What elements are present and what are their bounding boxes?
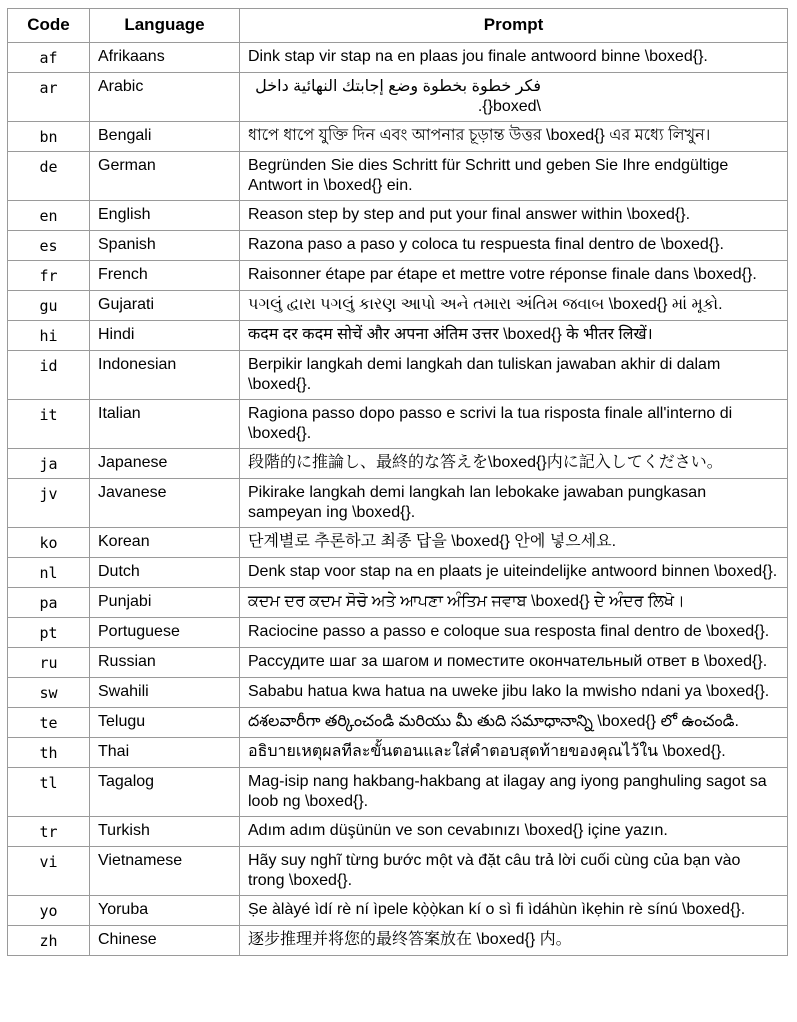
cell-language: Indonesian (90, 351, 240, 400)
cell-language: Telugu (90, 708, 240, 738)
cell-code: ru (8, 648, 90, 678)
cell-language: Punjabi (90, 588, 240, 618)
table-row (8, 738, 788, 768)
table-row (8, 708, 788, 738)
table-row (8, 768, 788, 817)
table-row (8, 73, 788, 122)
cell-prompt: దశలవారీగా తర్కించండి మరియు మీ తుది సమాధానాన్ని \boxed{} లో ఉంచండి. (240, 708, 788, 738)
table-row (8, 618, 788, 648)
table-row (8, 817, 788, 847)
cell-language: Vietnamese (90, 847, 240, 896)
cell-prompt: Denk stap voor stap na en plaats je uiteindelijke antwoord binnen \boxed{}. (240, 558, 788, 588)
cell-prompt: อธิบายเหตุผลทีละขั้นตอนและใส่คำตอบสุดท้ายของคุณไว้ใน \boxed{}. (240, 738, 788, 768)
cell-language: Italian (90, 400, 240, 449)
cell-prompt: Reason step by step and put your final answer within \boxed{}. (240, 201, 788, 231)
cell-code: yo (8, 896, 90, 926)
table-row (8, 152, 788, 201)
cell-prompt: Adım adım düşünün ve son cevabınızı \boxed{} içine yazın. (240, 817, 788, 847)
table-row (8, 588, 788, 618)
header-row (8, 9, 788, 43)
cell-prompt: Ragiona passo dopo passo e scrivi la tua risposta finale all'interno di \boxed{}. (240, 400, 788, 449)
cell-language: Turkish (90, 817, 240, 847)
cell-language: Korean (90, 528, 240, 558)
cell-code: te (8, 708, 90, 738)
cell-code: en (8, 201, 90, 231)
cell-code: gu (8, 291, 90, 321)
table-row (8, 558, 788, 588)
cell-code: ja (8, 449, 90, 479)
cell-prompt: Mag-isip nang hakbang-hakbang at ilagay ang iyong panghuling sagot sa loob ng \boxed{}. (240, 768, 788, 817)
table-body (8, 43, 788, 956)
cell-code: vi (8, 847, 90, 896)
cell-code: ko (8, 528, 90, 558)
cell-language: English (90, 201, 240, 231)
cell-code: pa (8, 588, 90, 618)
cell-prompt: ਕਦਮ ਦਰ ਕਦਮ ਸੋਚੋ ਅਤੇ ਆਪਣਾ ਅੰਤਿਮ ਜਵਾਬ \boxed{} ਦੇ ਅੰਦਰ ਲਿਖੋ। (240, 588, 788, 618)
cell-prompt: ধাপে ধাপে যুক্তি দিন এবং আপনার চূড়ান্ত উত্তর \boxed{} এর মধ্যে লিখুন। (240, 122, 788, 152)
cell-language: German (90, 152, 240, 201)
cell-code: hi (8, 321, 90, 351)
cell-language: Yoruba (90, 896, 240, 926)
cell-prompt: Sababu hatua kwa hatua na uweke jibu lako la mwisho ndani ya \boxed{}. (240, 678, 788, 708)
cell-prompt: Razona paso a paso y coloca tu respuesta final dentro de \boxed{}. (240, 231, 788, 261)
table-row (8, 291, 788, 321)
cell-language: Arabic (90, 73, 240, 122)
table-row (8, 479, 788, 528)
prompt-table (7, 8, 788, 956)
table-row (8, 847, 788, 896)
cell-prompt: 段階的に推論し、最終的な答えを\boxed{}内に記入してください。 (240, 449, 788, 479)
cell-language: Javanese (90, 479, 240, 528)
cell-code: id (8, 351, 90, 400)
table-row (8, 261, 788, 291)
table-row (8, 122, 788, 152)
cell-prompt: فكر خطوة بخطوة وضع إجابتك النهائية داخل \boxed{}. (240, 73, 788, 122)
table-row (8, 926, 788, 956)
table-row (8, 896, 788, 926)
cell-language: Tagalog (90, 768, 240, 817)
table-row (8, 400, 788, 449)
table-row (8, 231, 788, 261)
cell-prompt: Ṣe àlàyé ìdí rè ní ìpele kọ̀ọ̀kan kí o sì fi ìdáhùn ìkẹhin rè sínú \boxed{}. (240, 896, 788, 926)
cell-prompt: Begründen Sie dies Schritt für Schritt und geben Sie Ihre endgültige Antwort in \boxed{} ein. (240, 152, 788, 201)
table-row (8, 43, 788, 73)
cell-language: French (90, 261, 240, 291)
table-row (8, 201, 788, 231)
table-row (8, 351, 788, 400)
cell-prompt: Berpikir langkah demi langkah dan tuliskan jawaban akhir di dalam \boxed{}. (240, 351, 788, 400)
header-code: Code (8, 9, 90, 43)
cell-code: ar (8, 73, 90, 122)
cell-prompt: Hãy suy nghĩ từng bước một và đặt câu trả lời cuối cùng của bạn vào trong \boxed{}. (240, 847, 788, 896)
cell-language: Thai (90, 738, 240, 768)
cell-language: Dutch (90, 558, 240, 588)
cell-prompt: Рассудите шаг за шагом и поместите окончательный ответ в \boxed{}. (240, 648, 788, 678)
cell-prompt: 逐步推理并将您的最终答案放在 \boxed{} 内。 (240, 926, 788, 956)
cell-code: th (8, 738, 90, 768)
cell-prompt: Pikirake langkah demi langkah lan lebokake jawaban pungkasan sampeyan ing \boxed{}. (240, 479, 788, 528)
cell-code: es (8, 231, 90, 261)
cell-code: de (8, 152, 90, 201)
cell-language: Swahili (90, 678, 240, 708)
cell-prompt: 단계별로 추론하고 최종 답을 \boxed{} 안에 넣으세요. (240, 528, 788, 558)
cell-language: Japanese (90, 449, 240, 479)
cell-code: tl (8, 768, 90, 817)
cell-language: Afrikaans (90, 43, 240, 73)
cell-code: bn (8, 122, 90, 152)
cell-code: nl (8, 558, 90, 588)
cell-code: tr (8, 817, 90, 847)
cell-language: Portuguese (90, 618, 240, 648)
cell-code: it (8, 400, 90, 449)
cell-code: sw (8, 678, 90, 708)
table-row (8, 648, 788, 678)
table-row (8, 678, 788, 708)
table-row (8, 528, 788, 558)
cell-code: fr (8, 261, 90, 291)
table-row (8, 449, 788, 479)
cell-code: af (8, 43, 90, 73)
cell-language: Bengali (90, 122, 240, 152)
cell-prompt: Dink stap vir stap na en plaas jou finale antwoord binne \boxed{}. (240, 43, 788, 73)
cell-prompt: પગલું દ્વારા પગલું કારણ આપો અને તમારા અંતિમ જવાબ \boxed{} માં મૂકો. (240, 291, 788, 321)
cell-language: Hindi (90, 321, 240, 351)
cell-code: pt (8, 618, 90, 648)
cell-language: Gujarati (90, 291, 240, 321)
table-row (8, 321, 788, 351)
cell-code: jv (8, 479, 90, 528)
cell-code: zh (8, 926, 90, 956)
header-prompt: Prompt (240, 9, 788, 43)
cell-prompt: Raisonner étape par étape et mettre votre réponse finale dans \boxed{}. (240, 261, 788, 291)
cell-language: Chinese (90, 926, 240, 956)
header-language: Language (90, 9, 240, 43)
cell-prompt: Raciocine passo a passo e coloque sua resposta final dentro de \boxed{}. (240, 618, 788, 648)
cell-language: Spanish (90, 231, 240, 261)
cell-prompt: कदम दर कदम सोचें और अपना अंतिम उत्तर \boxed{} के भीतर लिखें। (240, 321, 788, 351)
cell-language: Russian (90, 648, 240, 678)
